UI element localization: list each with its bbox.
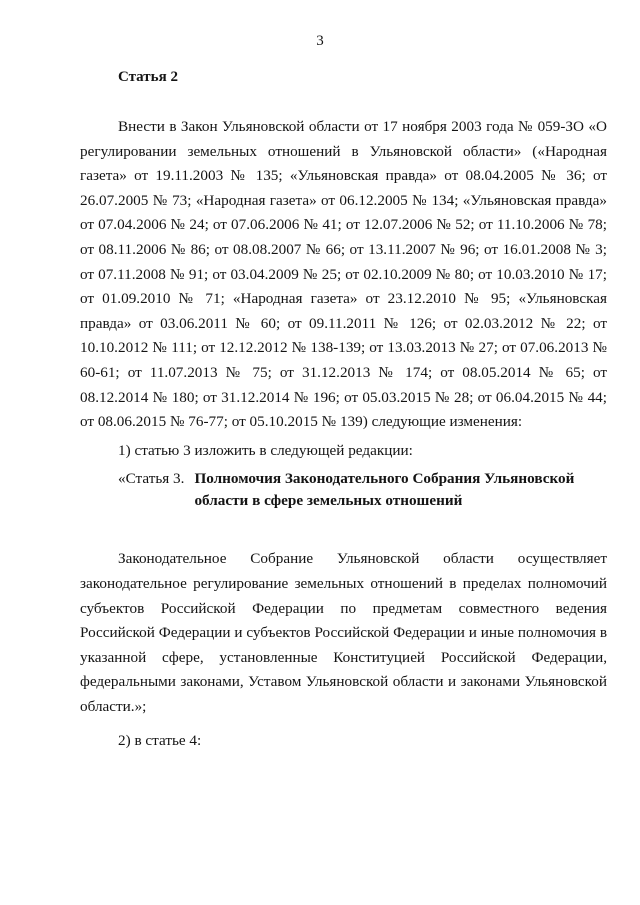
amendment-item-1: 1) статью 3 изложить в следующей редакции: xyxy=(118,441,413,459)
quoted-article-title: Полномочия Законодательного Собрания Ульяновской области в сфере земельных отношений xyxy=(194,470,575,510)
intro-paragraph: Внести в Закон Ульяновской области от 17 ноября 2003 года № 059-ЗО «О регулировании земельных отношений в Ульяновской области» («Народная газета» от 19.11.2003 № 135; «Ульяновская правда» от 08.04.2005 № 36; от 26.07.2005 № 73; «Народная газета» от 06.12.2005 № 134; «Ульяновская правда» от 07.04.2006 № 24; от 07.06.2006 № 41; от 12.07.2006 № 52; от 11.10.2006 № 78; от 08.11.2006 № 86; от 08.08.2007 № 66; от 13.11.2007 № 96; от 16.01.2008 № 3; от 07.11.2008 № 91; от 03.04.2009 № 25; от 02.10.2009 № 80; от 10.03.2010 № 17; от 01.09.2010 № 71; «Народная газета» от 23.12.2010 № 95; «Ульяновская правда» от 03.06.2011 № 60; от 09.11.2011 № 126; от 02.03.2012 № 22; от 10.10.2012 № 111; от 12.12.2012 № 138-139; от 13.03.2013 № 27; от 07.06.2013 № 60-61; от 11.07.2013 № 75; от 31.12.2013 № 174; от 08.05.2014 № 65; от 08.12.2014 № 180; от 31.12.2014 № 196; от 05.03.2015 № 28; от 06.04.2015 № 44; от 08.06.2015 № 76-77; от 05.10.2015 № 139) следующие изменения: xyxy=(80,118,607,431)
article-heading: Статья 2 xyxy=(118,69,178,85)
article-body xyxy=(80,115,607,754)
page-number: 3 xyxy=(316,33,324,49)
quoted-article-body: Законодательное Собрание Ульяновской области осуществляет законодательное регулирование земельных отношений в пределах полномочий субъектов Российской Федерации по предметам совместного ведения Российской Федерации и субъектов Российской Федерации и иные полномочия в указанной сфере, установленные Конституцией Российской Федерации, федеральными законами, Уставом Ульяновской области и законами Ульяновской области.»; xyxy=(80,550,607,715)
quoted-article-heading xyxy=(118,468,607,512)
amendment-item-2: 2) в статье 4: xyxy=(118,732,202,750)
quoted-article-label: «Статья 3. xyxy=(118,470,185,488)
